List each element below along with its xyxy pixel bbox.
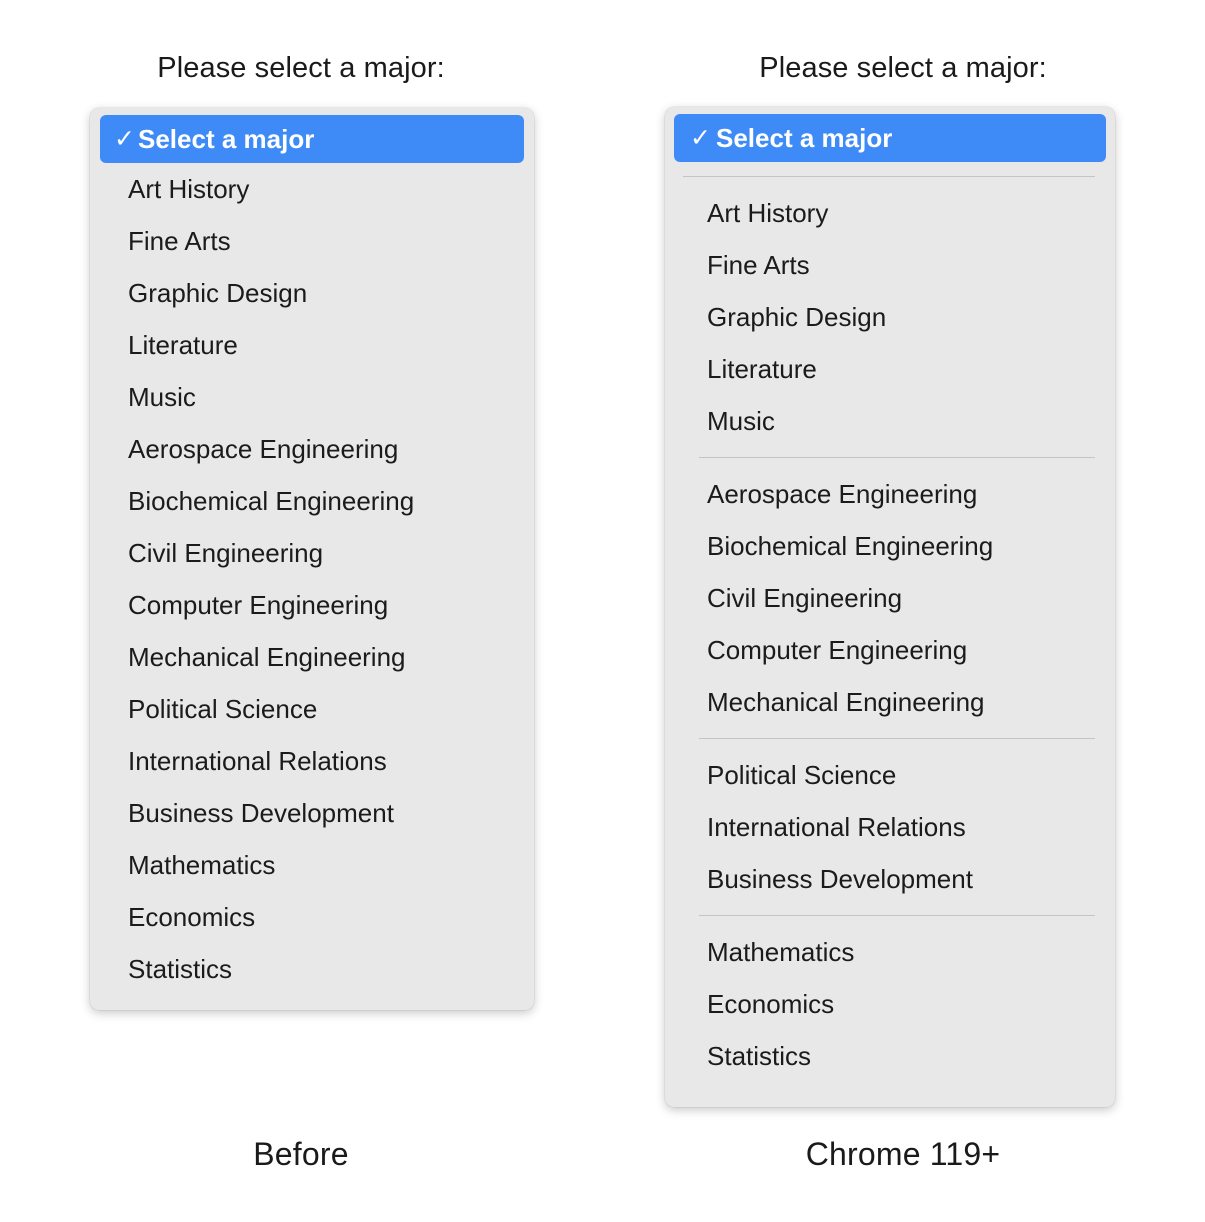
optgroup-arts (665, 187, 1115, 447)
option-statistics[interactable] (665, 1030, 1115, 1082)
option-label: Business Development (128, 797, 394, 828)
option-literature[interactable] (665, 343, 1115, 395)
option-label: Biochemical Engineering (128, 485, 415, 516)
option-label: Select a major (138, 123, 315, 154)
option-label: Statistics (128, 953, 233, 984)
option-civil-engineering[interactable] (90, 527, 534, 579)
option-select-a-major[interactable] (674, 114, 1106, 162)
option-label: Statistics (707, 1040, 812, 1071)
checkmark-icon: ✓ (114, 124, 135, 153)
option-civil-engineering[interactable] (665, 572, 1115, 624)
option-fine-arts[interactable] (665, 239, 1115, 291)
option-music[interactable] (90, 371, 534, 423)
option-mechanical-engineering[interactable] (665, 676, 1115, 728)
option-graphic-design[interactable] (665, 291, 1115, 343)
option-label: Biochemical Engineering (707, 530, 994, 561)
option-political-science[interactable] (665, 749, 1115, 801)
option-computer-engineering[interactable] (665, 624, 1115, 676)
option-art-history[interactable] (90, 163, 534, 215)
option-literature[interactable] (90, 319, 534, 371)
optgroup-separator (699, 738, 1095, 739)
option-label: Mathematics (707, 936, 855, 967)
option-biochemical-engineering[interactable] (90, 475, 534, 527)
option-label: Computer Engineering (128, 589, 389, 620)
option-aerospace-engineering[interactable] (665, 468, 1115, 520)
option-label: Mechanical Engineering (128, 641, 406, 672)
option-label: International Relations (707, 811, 966, 842)
option-label: Civil Engineering (707, 582, 903, 613)
option-business-development[interactable] (665, 853, 1115, 905)
caption-before: Before (253, 1136, 349, 1172)
select-dropdown-chrome119[interactable] (665, 107, 1115, 1107)
option-international-relations[interactable] (665, 801, 1115, 853)
option-aerospace-engineering[interactable] (90, 423, 534, 475)
option-label: Literature (707, 353, 817, 384)
option-label: International Relations (128, 745, 387, 776)
option-label: Business Development (707, 863, 973, 894)
option-label: Political Science (128, 693, 318, 724)
option-label: Mechanical Engineering (707, 686, 985, 717)
option-label: Civil Engineering (128, 537, 324, 568)
option-political-science[interactable] (90, 683, 534, 735)
option-mathematics[interactable] (90, 839, 534, 891)
optgroup-separator (683, 176, 1095, 177)
option-label: Select a major (716, 122, 893, 153)
option-music[interactable] (665, 395, 1115, 447)
select-dropdown-before[interactable] (90, 108, 534, 1010)
option-statistics[interactable] (90, 943, 534, 995)
option-label: Art History (707, 197, 829, 228)
option-label: Fine Arts (128, 225, 231, 256)
option-label: Music (128, 381, 196, 412)
option-economics[interactable] (90, 891, 534, 943)
option-label: Mathematics (128, 849, 276, 880)
option-select-a-major[interactable] (100, 115, 524, 163)
page-title-before: Please select a major: (157, 52, 445, 84)
option-mathematics[interactable] (665, 926, 1115, 978)
option-label: Aerospace Engineering (128, 433, 399, 464)
option-international-relations[interactable] (90, 735, 534, 787)
optgroup-separator (699, 457, 1095, 458)
option-computer-engineering[interactable] (90, 579, 534, 631)
option-art-history[interactable] (665, 187, 1115, 239)
option-mechanical-engineering[interactable] (90, 631, 534, 683)
option-label: Aerospace Engineering (707, 478, 978, 509)
optgroup-social-sciences (665, 749, 1115, 905)
option-label: Music (707, 405, 775, 436)
option-label: Computer Engineering (707, 634, 968, 665)
option-label: Political Science (707, 759, 897, 790)
option-economics[interactable] (665, 978, 1115, 1030)
option-label: Fine Arts (707, 249, 810, 280)
caption-chrome119: Chrome 119+ (805, 1136, 1001, 1172)
panel-chrome119 (602, 0, 1204, 1222)
option-fine-arts[interactable] (90, 215, 534, 267)
option-graphic-design[interactable] (90, 267, 534, 319)
optgroup-engineering (665, 468, 1115, 728)
option-label: Economics (128, 901, 256, 932)
option-label: Graphic Design (128, 277, 308, 308)
option-label: Economics (707, 988, 835, 1019)
panel-before (0, 0, 602, 1222)
optgroup-separator (699, 915, 1095, 916)
checkmark-icon: ✓ (690, 123, 711, 152)
page-title-chrome119: Please select a major: (759, 52, 1047, 84)
option-label: Literature (128, 329, 238, 360)
option-business-development[interactable] (90, 787, 534, 839)
option-label: Graphic Design (707, 301, 887, 332)
optgroup-quantitative (665, 926, 1115, 1082)
option-label: Art History (128, 173, 250, 204)
option-biochemical-engineering[interactable] (665, 520, 1115, 572)
